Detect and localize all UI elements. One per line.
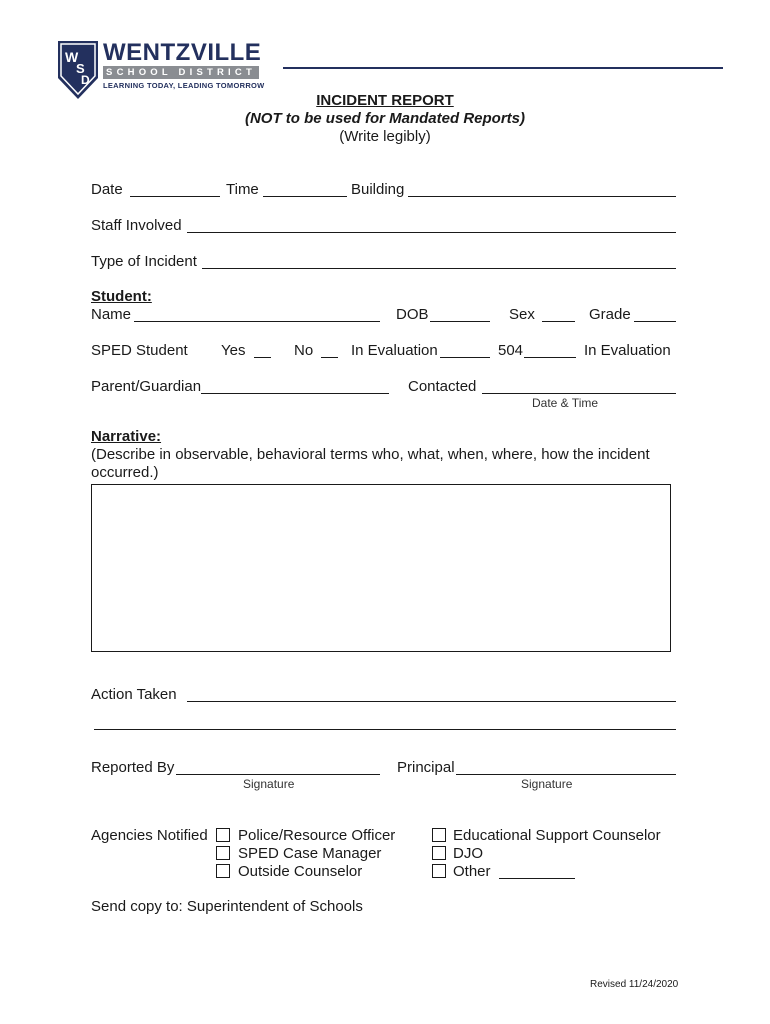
type-of-incident-label: Type of Incident bbox=[91, 253, 197, 270]
time-field[interactable] bbox=[263, 196, 347, 197]
other-label: Other bbox=[453, 863, 491, 880]
504-label: 504 bbox=[498, 342, 524, 359]
svg-text:D: D bbox=[81, 73, 90, 87]
type-of-incident-field[interactable] bbox=[202, 268, 676, 269]
action-taken-field-line2[interactable] bbox=[94, 729, 676, 730]
staff-involved-field[interactable] bbox=[187, 232, 676, 233]
dob-label: DOB bbox=[396, 306, 429, 323]
parent-guardian-label: Parent/Guardian bbox=[91, 378, 202, 395]
building-label: Building bbox=[351, 181, 405, 198]
student-name-field[interactable] bbox=[134, 321, 380, 322]
narrative-instructions-2: occurred.) bbox=[91, 464, 159, 481]
police-resource-officer-checkbox[interactable] bbox=[216, 828, 230, 842]
parent-guardian-field[interactable] bbox=[201, 393, 389, 394]
sped-yes-field[interactable] bbox=[254, 357, 271, 358]
grade-field[interactable] bbox=[634, 321, 676, 322]
form-subtitle: (NOT to be used for Mandated Reports) bbox=[244, 110, 525, 127]
outside-counselor-checkbox[interactable] bbox=[216, 864, 230, 878]
header-rule bbox=[283, 67, 723, 69]
504-in-evaluation-label: In Evaluation bbox=[584, 342, 671, 359]
sped-student-label: SPED Student bbox=[91, 342, 188, 359]
date-label: Date bbox=[91, 181, 123, 198]
police-resource-officer-label: Police/Resource Officer bbox=[238, 827, 396, 844]
narrative-textbox[interactable] bbox=[91, 484, 671, 652]
djo-checkbox[interactable] bbox=[432, 846, 446, 860]
contacted-label: Contacted bbox=[408, 378, 477, 395]
logo-tagline: LEARNING TODAY, LEADING TOMORROW bbox=[103, 81, 265, 90]
form-title: INCIDENT REPORT bbox=[316, 92, 454, 109]
logo-name: WENTZVILLE bbox=[103, 39, 262, 66]
sped-case-manager-checkbox[interactable] bbox=[216, 846, 230, 860]
building-field[interactable] bbox=[408, 196, 676, 197]
svg-text:S: S bbox=[76, 61, 85, 76]
narrative-instructions-1: (Describe in observable, behavioral terms who, what, when, where, how the incident bbox=[91, 446, 650, 463]
sped-case-manager-label: SPED Case Manager bbox=[238, 845, 382, 862]
action-taken-label: Action Taken bbox=[91, 686, 177, 703]
principal-label: Principal bbox=[397, 759, 455, 776]
sex-field[interactable] bbox=[542, 321, 575, 322]
send-copy-text: Send copy to: Superintendent of Schools bbox=[91, 898, 363, 915]
in-evaluation-field[interactable] bbox=[440, 357, 490, 358]
djo-label: DJO bbox=[453, 845, 483, 862]
date-field[interactable] bbox=[130, 196, 220, 197]
outside-counselor-label: Outside Counselor bbox=[238, 863, 363, 880]
revised-date: Revised 11/24/2020 bbox=[590, 979, 679, 990]
staff-involved-label: Staff Involved bbox=[91, 217, 182, 234]
educational-support-counselor-label: Educational Support Counselor bbox=[453, 827, 661, 844]
reported-by-label: Reported By bbox=[91, 759, 175, 776]
grade-label: Grade bbox=[589, 306, 631, 323]
agencies-notified-label: Agencies Notified bbox=[91, 827, 208, 844]
logo-band: SCHOOL DISTRICT bbox=[103, 66, 259, 79]
sped-no-field[interactable] bbox=[321, 357, 338, 358]
other-checkbox[interactable] bbox=[432, 864, 446, 878]
educational-support-counselor-checkbox[interactable] bbox=[432, 828, 446, 842]
wsd-shield-logo bbox=[57, 40, 99, 100]
form-note: (Write legibly) bbox=[339, 128, 431, 145]
504-field[interactable] bbox=[524, 357, 576, 358]
dob-field[interactable] bbox=[430, 321, 490, 322]
sex-label: Sex bbox=[509, 306, 535, 323]
sped-no-label: No bbox=[294, 342, 314, 359]
sped-yes-label: Yes bbox=[221, 342, 246, 359]
student-heading: Student: bbox=[91, 288, 152, 305]
date-time-caption: Date & Time bbox=[532, 396, 599, 410]
logo-mark-w: W bbox=[65, 49, 79, 65]
action-taken-field[interactable] bbox=[187, 701, 676, 702]
reported-by-signature-caption: Signature bbox=[243, 777, 295, 791]
other-field[interactable] bbox=[499, 878, 575, 879]
time-label: Time bbox=[226, 181, 259, 198]
narrative-heading: Narrative: bbox=[91, 428, 162, 445]
principal-signature-caption: Signature bbox=[521, 777, 573, 791]
in-evaluation-label: In Evaluation bbox=[351, 342, 438, 359]
student-name-label: Name bbox=[91, 306, 132, 323]
